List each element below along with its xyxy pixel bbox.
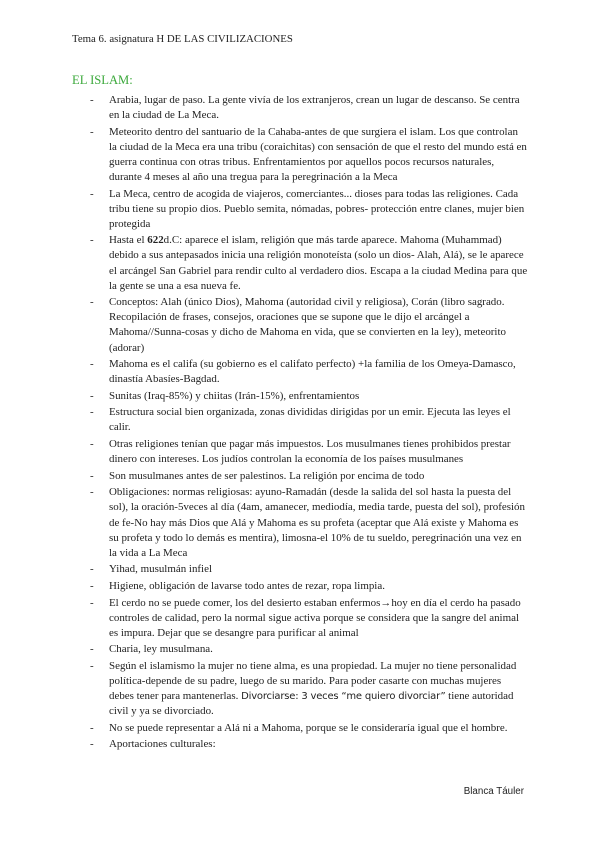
list-item — [72, 485, 528, 560]
list-item-main: Otras religiones tenían que pagar más impuestos. Los musulmanes tienes prohibidos prestar dinero con intereses. Los judíos controlan la economía de los países musulmanes — [109, 438, 511, 466]
list-item — [72, 125, 528, 185]
dash-bullet-icon: - — [90, 94, 94, 106]
dash-bullet-icon: - — [90, 563, 94, 576]
list-item-text — [109, 390, 359, 402]
list-item-text — [109, 234, 527, 291]
list-item-text — [109, 486, 525, 558]
list-item-main: Sunitas (Iraq-85%) y chiitas (Irán-15%), enfrentamientos — [109, 389, 360, 402]
list-item — [72, 642, 528, 657]
dash-bullet-icon: - — [90, 721, 94, 734]
list-item-text — [109, 597, 521, 639]
list-item-text — [109, 438, 511, 465]
list-item-main: Según el islamismo la mujer no tiene alma, es una propiedad. La mujer no tiene personalidad política-depende de su padre, luego de su marido. Para poder casarte con muchas mujeres debes tener para mantenerlas. — [109, 659, 517, 703]
list-item-main: Charia, ley musulmana. — [109, 643, 213, 656]
list-item — [72, 187, 528, 232]
list-item — [72, 721, 528, 736]
section-title: EL ISLAM: — [72, 73, 133, 87]
dash-bullet-icon: - — [90, 389, 94, 402]
list-item-main: Meteorito dentro del santuario de la Cahaba-antes de que surgiera el islam. Los que controlan la ciudad de la Meca era una tribu (coraichitas) con sensación de que el resto del mundo está en guerra continua con otras tribus. Enfrentamientos por aquellos pocos recursos naturales, durante 4 meses al año una tregua para la peregrinación a la Meca — [109, 125, 527, 183]
list-item-main: No se puede representar a Alá ni a Mahoma, porque se le consideraría igual que el hombre. — [109, 721, 508, 734]
list-item — [72, 295, 528, 355]
list-item-prefix: Hasta el — [109, 234, 148, 247]
list-item-text — [109, 406, 511, 433]
list-item — [72, 469, 528, 484]
dash-bullet-icon: - — [90, 358, 94, 371]
list-item-main: La Meca, centro de acogida de viajeros, comerciantes... dioses para todas las religiones. Cada tribu tiene su propio dios. Pueblo semita, nómadas, pobres- protección entre clanes, mujer bien protegida — [109, 187, 525, 230]
list-item-main: Arabia, lugar de paso. La gente vivía de los extranjeros, crean un lugar de descanso. Se centra en la ciudad de La Meca. — [109, 94, 520, 122]
list-item-text — [109, 722, 507, 734]
list-item-text — [109, 358, 516, 385]
author-footer: Blanca Táuler — [463, 786, 524, 797]
list-item-text — [109, 94, 520, 121]
document-header: Tema 6. asignatura H DE LAS CIVILIZACIONES — [72, 33, 293, 45]
list-item-main: d.C: aparece el islam, religión que más tarde aparece. Mahoma (Muhammad) debido a sus antepasados inicia una religión monoteísta (solo un dios- Alah, Alá), se le aparece el arcángel San Gabriel para rendir culto al verdadero dios. Escapa a la ciudad Medina para que la gente se una a esa nueva fe. — [109, 234, 528, 292]
list-item-handwritten-note: Divorciarse: 3 veces “me quiero divorciar” — [241, 691, 446, 703]
bullet-list — [72, 93, 528, 754]
dash-bullet-icon: - — [90, 234, 94, 247]
list-item-main: Son musulmanes antes de ser palestinos. La religión por encima de todo — [109, 469, 425, 482]
dash-bullet-icon: - — [90, 187, 94, 200]
list-item-main: Aportaciones culturales: — [109, 738, 216, 751]
dash-bullet-icon: - — [90, 125, 94, 138]
list-item — [72, 737, 528, 752]
list-item-text — [109, 563, 212, 575]
dash-bullet-icon: - — [90, 659, 94, 672]
list-item — [72, 233, 528, 293]
list-item — [72, 596, 528, 641]
list-item — [72, 437, 528, 467]
list-item-main: Obligaciones: normas religiosas: ayuno-Ramadán (desde la salida del sol hasta la puesta del sol), la oración-5veces al día (4am, amanecer, mediodía, media tarde, puesta del sol), profesión de fe-No hay más Dios que Alá y Mahoma es su profeta (aceptar que Alá existe y Mahoma es su profeta y todo lo demás es mentira), limosna-el 10% de tu sueldo, peregrinación una vez en la vida a La Meca — [109, 486, 525, 559]
list-item-text — [109, 470, 424, 482]
list-item-main: Higiene, obligación de lavarse todo antes de rezar, ropa limpia. — [109, 579, 385, 592]
list-item — [72, 357, 528, 387]
list-item — [72, 405, 528, 435]
dash-bullet-icon: - — [90, 438, 94, 451]
list-item-text — [109, 660, 516, 717]
dash-bullet-icon: - — [90, 643, 94, 656]
list-item — [72, 93, 528, 123]
dash-bullet-icon: - — [90, 596, 94, 609]
dash-bullet-icon: - — [90, 296, 94, 309]
list-item-main: Yihad, musulmán infiel — [109, 563, 212, 576]
list-item — [72, 389, 528, 404]
list-item-bold-year: 622 — [147, 234, 164, 247]
list-item — [72, 579, 528, 594]
dash-bullet-icon: - — [90, 738, 94, 751]
list-item-text — [109, 296, 506, 353]
list-item — [72, 659, 528, 719]
list-item-text — [109, 738, 216, 750]
list-item-text — [109, 643, 213, 655]
list-item-main: Mahoma es el califa (su gobierno es el califato perfecto) +la familia de los Omeya-Damasco, dinastía Abasíes-Bagdad. — [109, 358, 516, 386]
dash-bullet-icon: - — [90, 579, 94, 592]
list-item-main: Conceptos: Alah (único Dios), Mahoma (autoridad civil y religiosa), Corán (libro sagrado. Recopilación de frases, consejos, oraciones que se supone que le dijo el arcángel a Mahoma//Sunna-cosas y dicho de Mahoma en vida, que se convierten en la ley), meteorito (adorar) — [109, 296, 506, 354]
list-item-main: El cerdo no se puede comer, los del desierto estaban enfermos→hoy en día el cerdo ha pasado controles de calidad, pero la normal sigue activa porque se considera que la sangre del animal es impura. Dejar que se desangre para purificar al animal — [109, 596, 521, 639]
list-item-suffix: tiene autoridad civil y ya se divorciado. — [109, 690, 514, 718]
dash-bullet-icon: - — [90, 406, 94, 419]
list-item — [72, 562, 528, 577]
dash-bullet-icon: - — [90, 469, 94, 482]
list-item-text — [109, 126, 527, 183]
list-item-text — [109, 188, 524, 230]
dash-bullet-icon: - — [90, 486, 94, 499]
list-item-text — [109, 580, 385, 592]
list-item-main: Estructura social bien organizada, zonas divididas dirigidas por un emir. Ejecuta las leyes el calir. — [109, 406, 511, 434]
